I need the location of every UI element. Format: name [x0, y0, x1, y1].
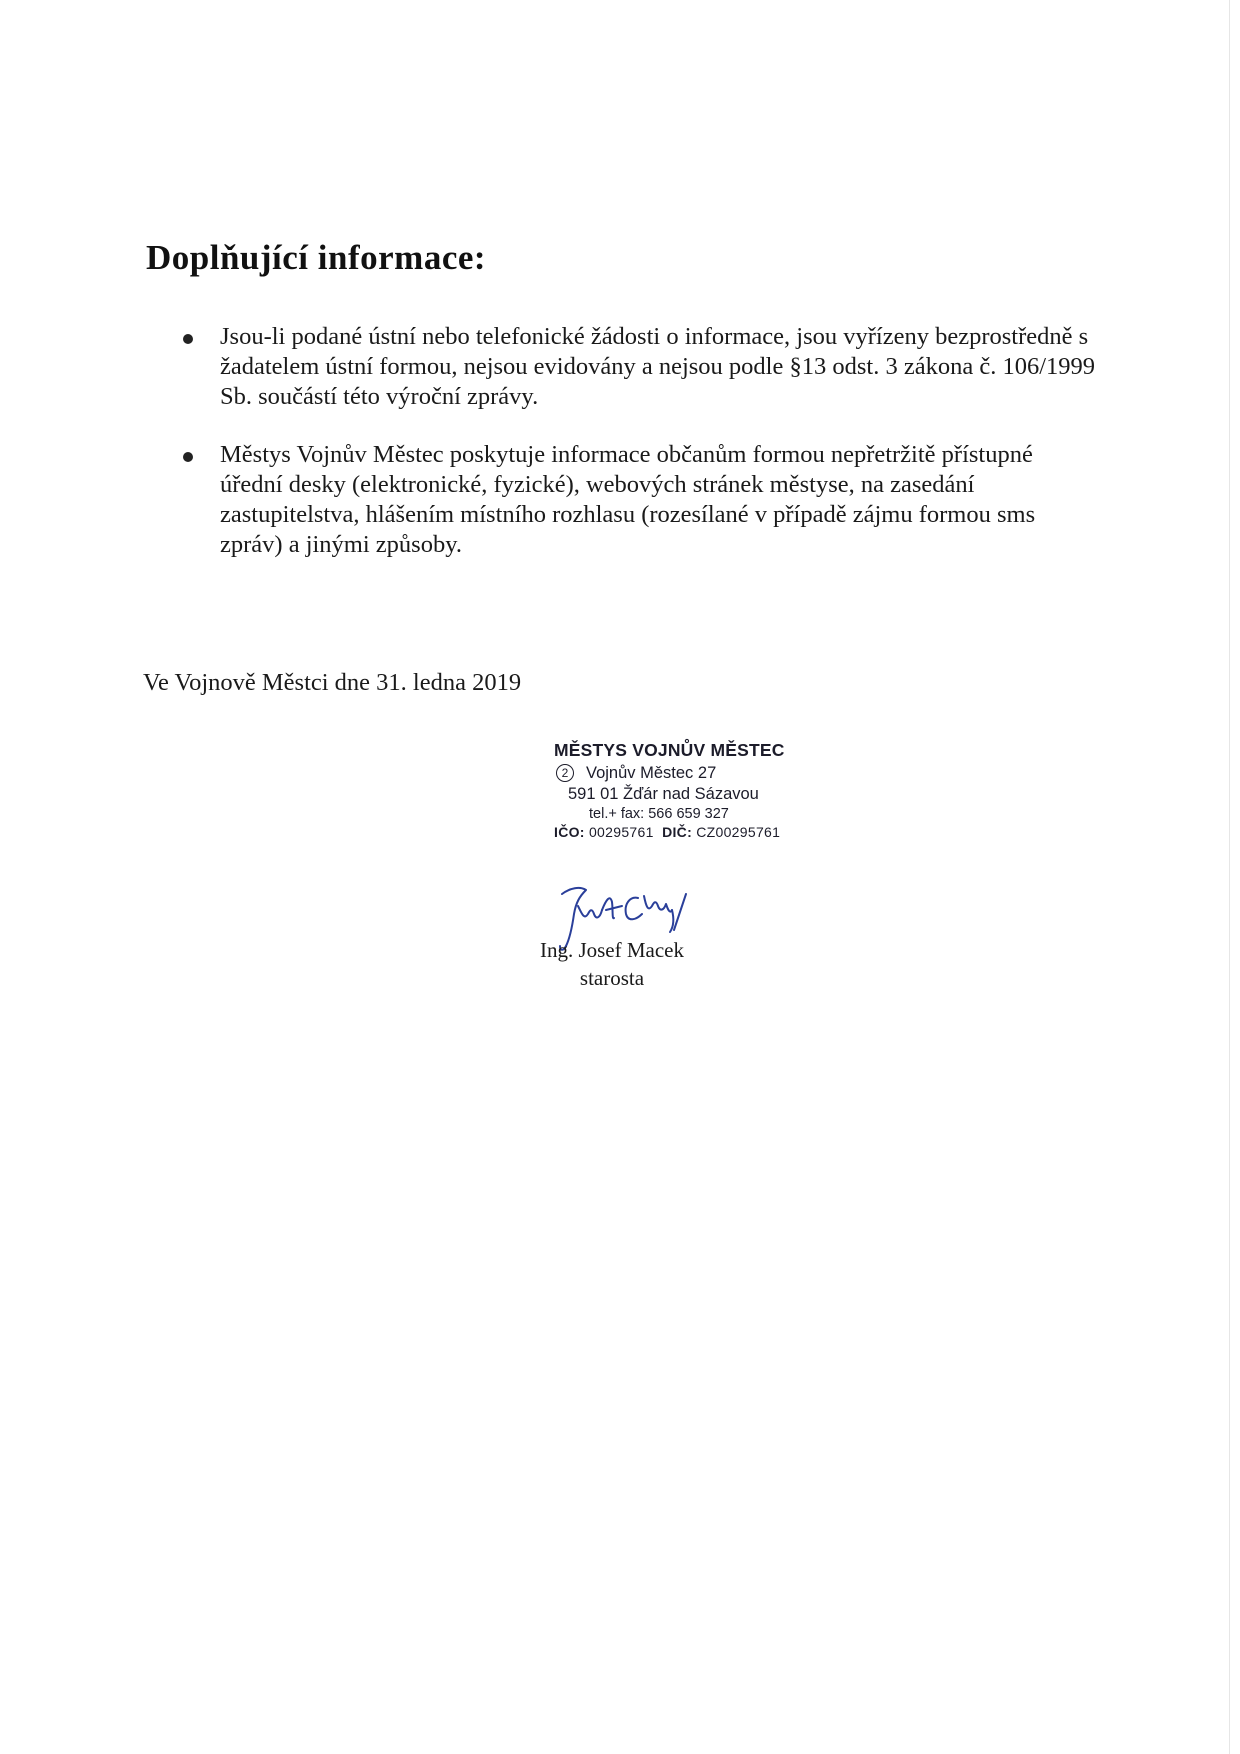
dic-label: DIČ:	[662, 824, 693, 840]
scan-edge-divider	[1229, 0, 1230, 1754]
bullet-icon	[183, 334, 193, 344]
stamp-address-line	[556, 763, 808, 784]
section-heading: Doplňující informace:	[146, 238, 487, 277]
official-stamp	[548, 740, 808, 841]
list-item-text: Jsou-li podané ústní nebo telefonické žádosti o informace, jsou vyřízeny bezprostředně s žadatelem ústní formou, nejsou evidovány a nejsou podle §13 odst. 3 zákona č. 106/1999 Sb. součástí této výroční zprávy.	[220, 323, 1096, 410]
ico-label: IČO:	[554, 824, 585, 840]
list-item	[180, 322, 1100, 412]
bullet-icon	[183, 452, 193, 462]
circled-number-icon: 2	[556, 764, 574, 782]
stamp-ids	[554, 824, 808, 841]
list-item-text: Městys Vojnův Městec poskytuje informace občanům formou nepřetržitě přístupné úřední desky (elektronické, fyzické), webových stránek městyse, na zasedání zastupitelstva, hlášením místního rozhlasu (rozesílané v případě zájmu formou sms zpráv) a jinými způsoby.	[220, 441, 1036, 558]
ico-value: 00295761	[588, 824, 654, 840]
date-place-line: Ve Vojnově Městci dne 31. ledna 2019	[143, 669, 522, 696]
stamp-phone: tel.+ fax: 566 659 327	[589, 806, 729, 822]
stamp-street: Vojnův Městec 27	[586, 764, 717, 782]
bullet-list	[180, 322, 1100, 588]
list-item	[180, 440, 1100, 560]
signer-role: starosta	[579, 966, 645, 990]
signer-block	[532, 936, 692, 992]
stamp-city: 591 01 Žďár nad Sázavou	[568, 785, 759, 803]
dic-value: CZ00295761	[696, 824, 781, 840]
signer-name: Ing. Josef Macek	[539, 938, 685, 962]
stamp-title: MĚSTYS VOJNŮV MĚSTEC	[554, 740, 785, 760]
